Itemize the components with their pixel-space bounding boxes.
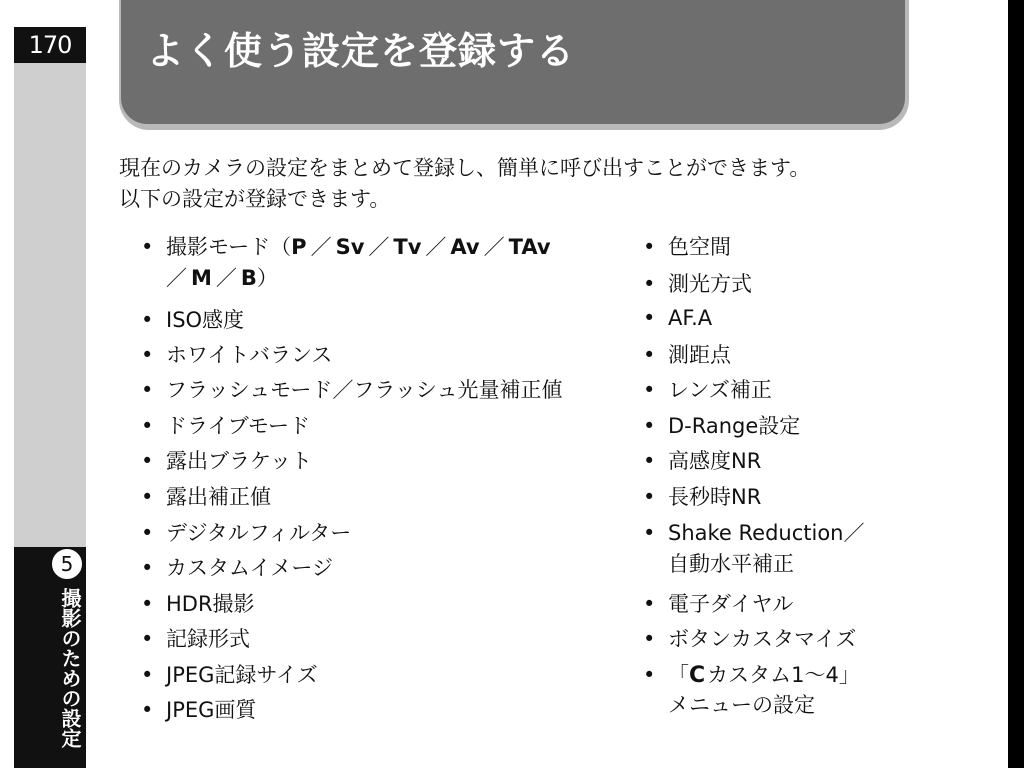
list-item-label: JPEG記録サイズ <box>166 663 318 687</box>
mode-sv: Sv <box>335 235 365 259</box>
list-item-label: 露出補正値 <box>166 485 271 509</box>
list-item <box>141 482 271 513</box>
list-item-label: D-Range設定 <box>668 414 801 438</box>
bullet-icon: • <box>643 414 656 438</box>
page-title: よく使う設定を登録する <box>146 29 576 73</box>
list-item-custom-menu <box>643 660 860 691</box>
list-item-label: レンズ補正 <box>668 378 772 402</box>
list-item-label: フラッシュモード／フラッシュ光量補正値 <box>166 378 563 402</box>
list-item <box>643 375 772 406</box>
mode-suffix: ） <box>256 266 278 290</box>
mode-av: Av <box>450 235 480 259</box>
list-item-label: ボタンカスタマイズ <box>668 627 857 651</box>
list-item <box>643 340 731 371</box>
list-item <box>141 375 563 406</box>
bullet-icon: • <box>643 521 656 545</box>
list-item-label: カスタム1～4」 <box>707 663 860 687</box>
list-item <box>141 446 312 477</box>
bullet-icon: • <box>141 343 154 367</box>
bullet-icon: • <box>141 556 154 580</box>
intro-text <box>119 153 979 215</box>
bullet-icon: • <box>141 698 154 722</box>
bullet-icon: • <box>141 235 154 259</box>
bullet-icon: • <box>643 378 656 402</box>
chapter-title: 撮影のための設定 <box>58 588 82 748</box>
mode-separator: ／ <box>368 235 390 259</box>
bullet-icon: • <box>141 308 154 332</box>
list-item-label: 露出ブラケット <box>166 449 312 473</box>
mode-prefix: 撮影モード（ <box>166 235 292 259</box>
mode-b: B <box>240 266 257 290</box>
bullet-icon: • <box>643 592 656 616</box>
bullet-icon: • <box>141 592 154 616</box>
list-item <box>141 340 333 371</box>
intro-line: 現在のカメラの設定をまとめて登録し、簡単に呼び出すことができます。 <box>119 156 811 180</box>
list-item <box>141 589 255 620</box>
list-item-label: AF.A <box>668 306 713 330</box>
bracket-open: 「 <box>668 663 689 687</box>
bullet-icon: • <box>141 485 154 509</box>
bullet-icon: • <box>643 343 656 367</box>
mode-tav: TAv <box>508 235 551 259</box>
list-item-label: 高感度NR <box>668 449 762 473</box>
mode-m: M <box>191 266 212 290</box>
list-item-shooting-mode-cont <box>166 263 278 294</box>
list-item-label: 記録形式 <box>166 627 250 651</box>
list-item <box>643 232 731 263</box>
mode-tv: Tv <box>393 235 422 259</box>
list-item-label: Shake Reduction／ <box>668 521 865 545</box>
list-item-label: JPEG画質 <box>166 698 257 722</box>
list-item-label: ホワイトバランス <box>166 343 333 367</box>
list-item <box>141 411 311 442</box>
list-item-shake-reduction-cont <box>668 549 794 580</box>
bullet-icon: • <box>643 306 656 330</box>
list-item-label: ISO感度 <box>166 308 245 332</box>
list-item <box>643 624 857 655</box>
list-item <box>141 695 257 726</box>
bullet-icon: • <box>141 414 154 438</box>
list-item-shooting-mode <box>141 232 551 263</box>
bullet-icon: • <box>141 449 154 473</box>
mode-separator: ／ <box>483 235 505 259</box>
side-margin-band <box>14 63 86 547</box>
bullet-icon: • <box>643 235 656 259</box>
page-number: 170 <box>14 27 86 63</box>
bullet-icon: • <box>643 663 656 687</box>
list-item-label: カスタムイメージ <box>166 556 333 580</box>
list-item <box>643 589 794 620</box>
list-item <box>141 553 333 584</box>
list-item <box>643 303 713 334</box>
mode-separator: ／ <box>166 266 187 290</box>
intro-line: 以下の設定が登録できます。 <box>119 187 391 211</box>
bullet-icon: • <box>643 627 656 651</box>
list-item-custom-menu-cont <box>668 690 815 721</box>
list-item-label: 色空間 <box>668 235 731 259</box>
bullet-icon: • <box>643 485 656 509</box>
bullet-icon: • <box>141 378 154 402</box>
list-item <box>141 624 250 655</box>
list-item <box>643 446 762 477</box>
mode-separator: ／ <box>425 235 447 259</box>
list-item-label: デジタルフィルター <box>166 521 352 545</box>
list-item-label: HDR撮影 <box>166 592 255 616</box>
list-item-label: ドライブモード <box>166 414 311 438</box>
mode-separator: ／ <box>310 235 332 259</box>
list-item-label: 測光方式 <box>668 272 752 296</box>
bullet-icon: • <box>141 521 154 545</box>
mode-p: P <box>291 235 307 259</box>
list-item-label: 自動水平補正 <box>668 552 794 576</box>
list-item <box>141 305 245 336</box>
list-item-label: 測距点 <box>668 343 731 367</box>
chapter-number: 5 <box>50 547 84 581</box>
list-item <box>643 411 801 442</box>
list-item-label: 長秒時NR <box>668 485 762 509</box>
list-item <box>141 660 318 691</box>
list-item <box>643 269 752 300</box>
bullet-icon: • <box>141 627 154 651</box>
list-item <box>643 482 762 513</box>
bullet-icon: • <box>141 663 154 687</box>
mode-separator: ／ <box>215 266 237 290</box>
bullet-icon: • <box>643 272 656 296</box>
list-item-label: メニューの設定 <box>668 693 815 717</box>
bullet-icon: • <box>643 449 656 473</box>
list-item-shake-reduction <box>643 518 865 549</box>
list-item-label: 電子ダイヤル <box>668 592 794 616</box>
list-item <box>141 518 352 549</box>
custom-c-icon: C <box>689 663 706 688</box>
